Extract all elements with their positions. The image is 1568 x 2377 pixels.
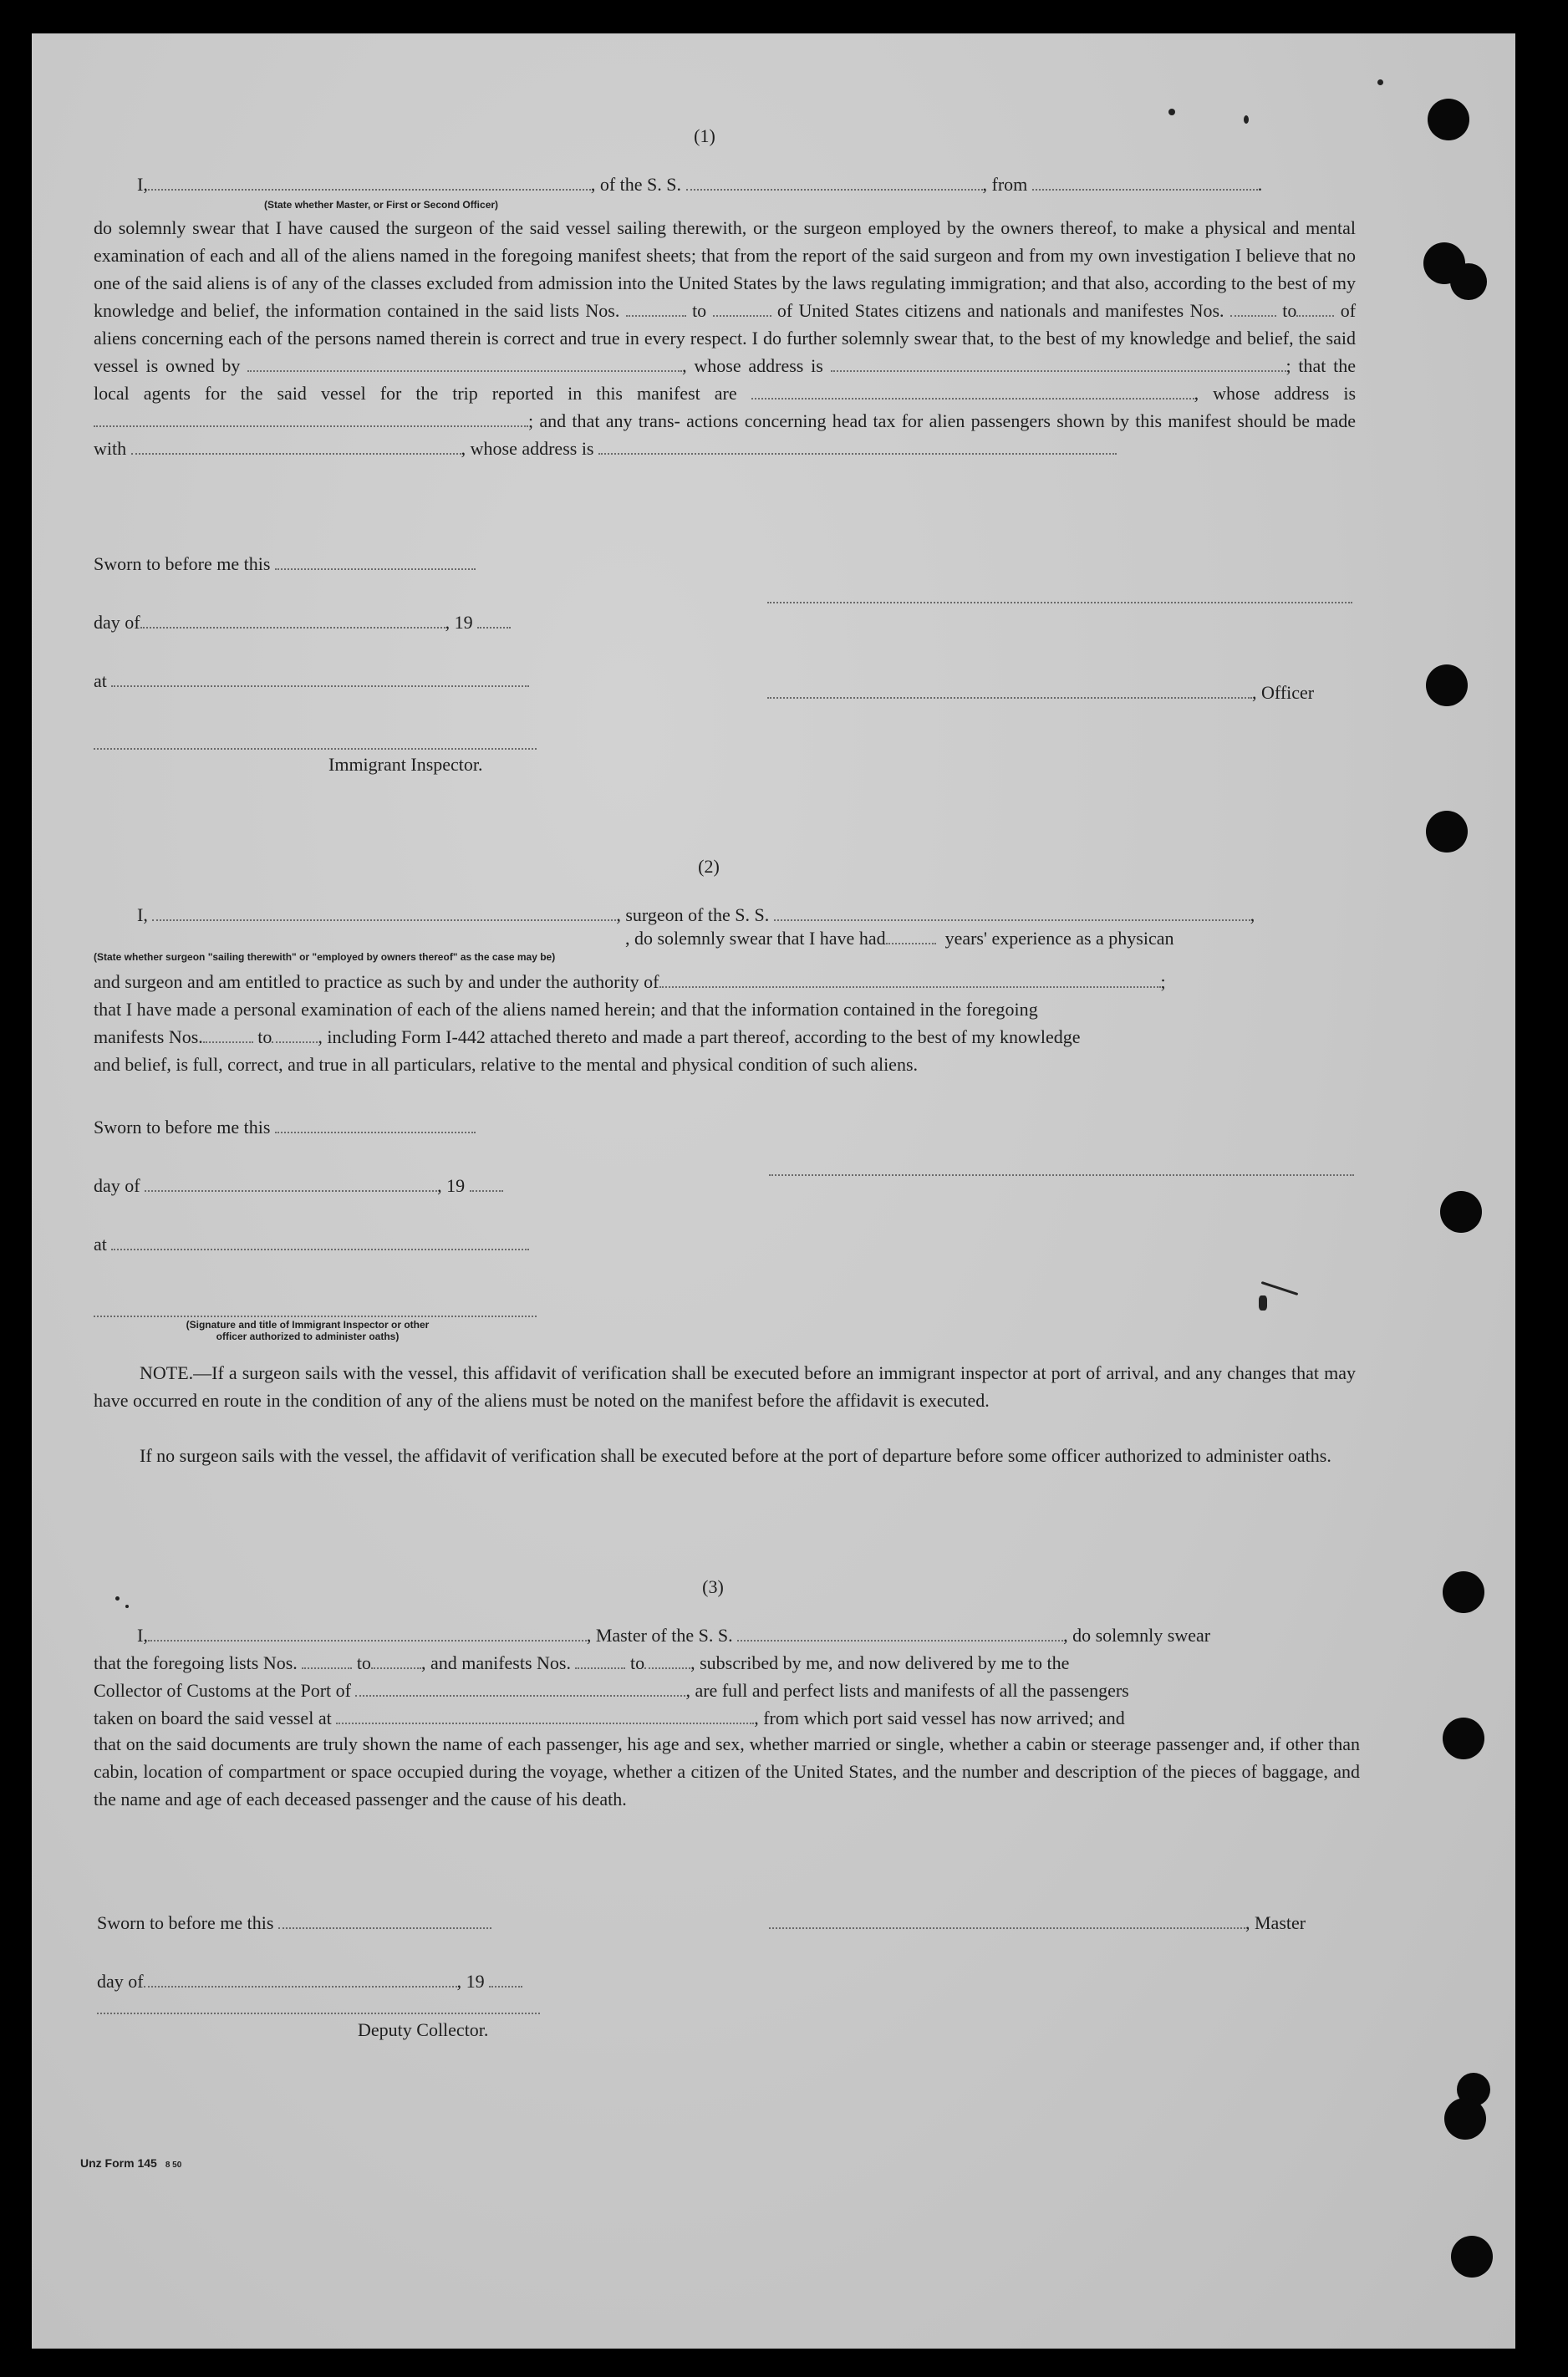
address-label: , whose address is xyxy=(682,355,823,376)
manifests-to-field[interactable] xyxy=(644,1652,690,1669)
from-label: , from xyxy=(982,174,1028,195)
manifests-label: manifests Nos. xyxy=(94,1026,203,1047)
day-of-line xyxy=(94,1175,503,1197)
oath-pronoun: I, xyxy=(137,1625,148,1646)
years-experience-line xyxy=(625,928,1174,949)
month-field[interactable] xyxy=(140,612,445,629)
agents-address-field[interactable] xyxy=(94,410,528,427)
section3-body: that on the said documents are truly shown the name of each passenger, his age and sex, whether married or single, whether a cabin or steerage passenger and, if other than cabin, location of compartment or space occupied during the voyage, whether a citizen of the United States, and the number and description of the pieces of baggage, and the name and age of each deceased passenger and the cause of his death. xyxy=(94,1733,1360,1809)
vessel-name-field[interactable] xyxy=(774,904,1250,921)
place-field[interactable] xyxy=(111,670,529,687)
ink-speck xyxy=(1168,109,1175,115)
section-number: (2) xyxy=(698,856,720,877)
comma: , xyxy=(461,438,466,459)
immigrant-inspector-label: Immigrant Inspector. xyxy=(328,754,483,775)
officer-oath-line xyxy=(137,174,1374,196)
form-text: , including Form I-442 attached thereto and made a part thereof, according to the best of my knowledge xyxy=(318,1026,1081,1047)
oath-pronoun: I, xyxy=(137,904,148,925)
punch-hole xyxy=(1450,263,1487,300)
to-label: to xyxy=(692,300,707,321)
owner-address-field[interactable] xyxy=(831,355,1286,372)
aliens-text: of aliens concerning each of the persons named therein is correct and true in every respect. I do further solemnly swear that, to the best of my knowledge and belief, the said vessel is owned by xyxy=(94,300,1357,376)
ink-speck xyxy=(115,1596,120,1601)
year-prefix: , 19 xyxy=(456,1971,485,1992)
years-text: years' experience as a physican xyxy=(944,928,1174,949)
surgeon-name-field[interactable] xyxy=(152,904,616,921)
punch-hole xyxy=(1451,2236,1493,2278)
ink-speck xyxy=(1377,79,1383,85)
at-line xyxy=(94,1234,529,1255)
lists-text: , are full and perfect lists and manifests of all the passengers xyxy=(685,1680,1129,1701)
section1-body xyxy=(94,214,1356,462)
master-name-field[interactable] xyxy=(148,1625,587,1642)
subscribed-text: , subscribed by me, and now delivered by me to the xyxy=(690,1652,1070,1673)
to-label: to xyxy=(257,1026,272,1047)
officer-signature-line[interactable] xyxy=(767,602,1352,603)
signature-note-line: (Signature and title of Immigrant Inspector or other xyxy=(186,1319,430,1331)
at-label: at xyxy=(94,670,107,691)
day-of-label: day of xyxy=(94,1175,140,1196)
lists-to-field[interactable] xyxy=(713,300,771,317)
oath-pronoun: I, xyxy=(137,174,148,195)
departure-port-field[interactable] xyxy=(1032,174,1258,191)
to-label: to xyxy=(1282,300,1297,321)
taken-label: taken on board the said vessel at xyxy=(94,1708,332,1728)
year-prefix: , 19 xyxy=(437,1175,466,1196)
month-field[interactable] xyxy=(145,1175,437,1192)
note-no-surgeon: If no surgeon sails with the vessel, the affidavit of verification shall be executed before at the port of departure before some officer authorized to administer oaths. xyxy=(140,1445,1331,1466)
sworn-label: Sworn to before me this xyxy=(94,553,271,574)
signature-note xyxy=(124,1319,491,1342)
inspector-signature-line[interactable] xyxy=(94,1316,537,1317)
collector-line xyxy=(94,1680,1129,1702)
years-field[interactable] xyxy=(886,928,936,944)
year-field[interactable] xyxy=(489,1971,522,1988)
year-prefix: , 19 xyxy=(445,612,473,633)
day-of-line xyxy=(94,612,511,634)
deputy-collector-label: Deputy Collector. xyxy=(358,2019,489,2040)
form-number xyxy=(80,2156,181,2170)
lists-from-field[interactable] xyxy=(626,300,686,317)
year-field[interactable] xyxy=(477,612,511,629)
sworn-date-field[interactable] xyxy=(275,1117,476,1133)
inspector-signature-line[interactable] xyxy=(94,748,537,750)
ink-speck xyxy=(1261,1281,1299,1295)
at-line xyxy=(94,670,529,692)
master-of-ss-label: , Master of the S. S. xyxy=(586,1625,733,1646)
master-signature-field[interactable] xyxy=(769,1912,1245,1929)
vessel-name-field[interactable] xyxy=(737,1625,1063,1642)
to-label: to xyxy=(356,1652,371,1673)
lists-from-field[interactable] xyxy=(302,1652,352,1669)
surgeon-oath-line xyxy=(137,904,1374,926)
boarding-port-field[interactable] xyxy=(336,1708,754,1724)
lists-label: that the foregoing lists Nos. xyxy=(94,1652,298,1673)
manifests-label: , and manifests Nos. xyxy=(420,1652,571,1673)
officer-name-field[interactable] xyxy=(148,174,591,191)
signature-note-line: officer authorized to administer oaths) xyxy=(216,1331,400,1342)
ink-speck xyxy=(125,1605,129,1608)
port-field[interactable] xyxy=(355,1680,685,1697)
surgeon-of-ss-label: , surgeon of the S. S. xyxy=(616,904,770,925)
authority-field[interactable] xyxy=(659,971,1161,988)
officer-rank-note: (State whether Master, or First or Second Officer) xyxy=(263,199,499,211)
sworn-line xyxy=(94,553,476,575)
to-label: to xyxy=(629,1652,645,1673)
punch-hole xyxy=(1444,2098,1486,2140)
at-label: at xyxy=(94,1234,107,1255)
whose-address-label: whose address is xyxy=(470,438,594,459)
manifests-from-field[interactable] xyxy=(203,1026,253,1043)
punch-hole xyxy=(1443,1718,1484,1759)
examination-line: that I have made a personal examination of each of the aliens named herein; and that the information contained in the foregoing xyxy=(94,999,1038,1020)
surgeon-signature-line[interactable] xyxy=(769,1174,1354,1176)
vessel-name-field[interactable] xyxy=(686,174,983,191)
taken-on-board-line xyxy=(94,1708,1125,1729)
day-of-line xyxy=(97,1971,522,1993)
officer-label: , Officer xyxy=(1252,682,1315,703)
note-surgeon-sails: NOTE.—If a surgeon sails with the vessel, this affidavit of verification shall be executed before an immigrant inspector at port of arrival, and any changes that may have occurred en route in the condition of any of the aliens must be noted on the manifest before the affidavit is executed. xyxy=(94,1362,1356,1411)
belief-line: and belief, is full, correct, and true in all particulars, relative to the mental and physical condition of such aliens. xyxy=(94,1054,919,1075)
sworn-line xyxy=(97,1912,491,1934)
manifests-to-field[interactable] xyxy=(1296,300,1334,317)
year-field[interactable] xyxy=(470,1175,503,1192)
punch-hole xyxy=(1426,664,1468,706)
sworn-date-field[interactable] xyxy=(278,1912,491,1929)
punch-hole xyxy=(1440,1191,1482,1233)
local-agents-field[interactable] xyxy=(751,383,1194,400)
master-oath-line xyxy=(137,1625,1210,1647)
ink-speck xyxy=(1244,115,1249,124)
sworn-label: Sworn to before me this xyxy=(94,1117,271,1138)
punch-hole xyxy=(1428,99,1469,140)
collector-label: Collector of Customs at the Port of xyxy=(94,1680,351,1701)
collector-signature-line[interactable] xyxy=(97,2013,540,2014)
day-of-label: day of xyxy=(94,612,140,633)
manifests-line xyxy=(94,1026,1080,1048)
form-number-text: Unz Form 145 xyxy=(80,2156,157,2170)
place-field[interactable] xyxy=(111,1234,529,1250)
form-code: 8 50 xyxy=(165,2161,182,2170)
section-number: (3) xyxy=(702,1576,724,1597)
line-end: , xyxy=(1250,904,1255,925)
swear-label: , do solemnly swear xyxy=(1063,1625,1211,1646)
lists-line xyxy=(94,1652,1069,1674)
head-tax-text: actions concerning head tax for alien passengers shown by this manifest should be made with xyxy=(94,410,1356,459)
arrived-text: , from which port said vessel has now arrived; and xyxy=(754,1708,1125,1728)
of-ss-label: , of the S. S. xyxy=(590,174,682,195)
master-label: , Master xyxy=(1245,1912,1306,1933)
manifests-from-field[interactable] xyxy=(1230,300,1276,317)
head-tax-address-field[interactable] xyxy=(598,438,1117,455)
citizens-text: of United States citizens and nationals and manifestes Nos. xyxy=(776,300,1224,321)
punch-hole xyxy=(1443,1571,1484,1613)
swear-text: , do solemnly swear that I have had xyxy=(625,928,886,949)
lists-to-field[interactable] xyxy=(371,1652,421,1669)
day-of-label: day of xyxy=(97,1971,144,1992)
head-tax-contact-field[interactable] xyxy=(131,438,461,455)
sworn-line xyxy=(94,1117,476,1138)
surgeon-type-note: (State whether surgeon "sailing therewith" or "employed by owners thereof" as the case may be) xyxy=(94,951,556,963)
authority-line xyxy=(94,971,1166,993)
manifests-to-field[interactable] xyxy=(272,1026,318,1043)
vessel-owner-field[interactable] xyxy=(247,355,682,372)
transactions-text: ; and that any trans- xyxy=(528,410,680,431)
manifests-from-field[interactable] xyxy=(575,1652,625,1669)
ink-speck xyxy=(1259,1295,1267,1311)
month-field[interactable] xyxy=(144,1971,457,1988)
officer-line xyxy=(767,682,1314,704)
oath-text: do solemnly swear that I have caused the surgeon of the said vessel sailing therewith, or the surgeon employed by the owners thereof, to make a physical and mental examination of each and all of the aliens named in the foregoing manifest sheets; that from the report of the said surgeon and from my own investigation I believe that no one of the said aliens is of any of the classes excluded from admission into the United States by the laws regulating immigration; and that also, according to the best of my knowledge and belief, the information contained in the said lists Nos. xyxy=(94,217,1356,321)
agents-text: ; that the local agents for the said vessel for the trip reported in this manifest are xyxy=(94,355,1357,404)
semicolon: ; xyxy=(1160,971,1166,992)
master-line xyxy=(769,1912,1306,1934)
officer-signature-field[interactable] xyxy=(767,682,1252,699)
sworn-label: Sworn to before me this xyxy=(97,1912,274,1933)
sworn-date-field[interactable] xyxy=(275,553,476,570)
section-number: (1) xyxy=(694,125,715,146)
line-end: . xyxy=(1257,174,1263,195)
form-sheet xyxy=(32,33,1515,2349)
authority-text: and surgeon and am entitled to practice as such by and under the authority of xyxy=(94,971,659,992)
address-label: , whose address is xyxy=(1194,383,1356,404)
punch-hole xyxy=(1426,811,1468,853)
